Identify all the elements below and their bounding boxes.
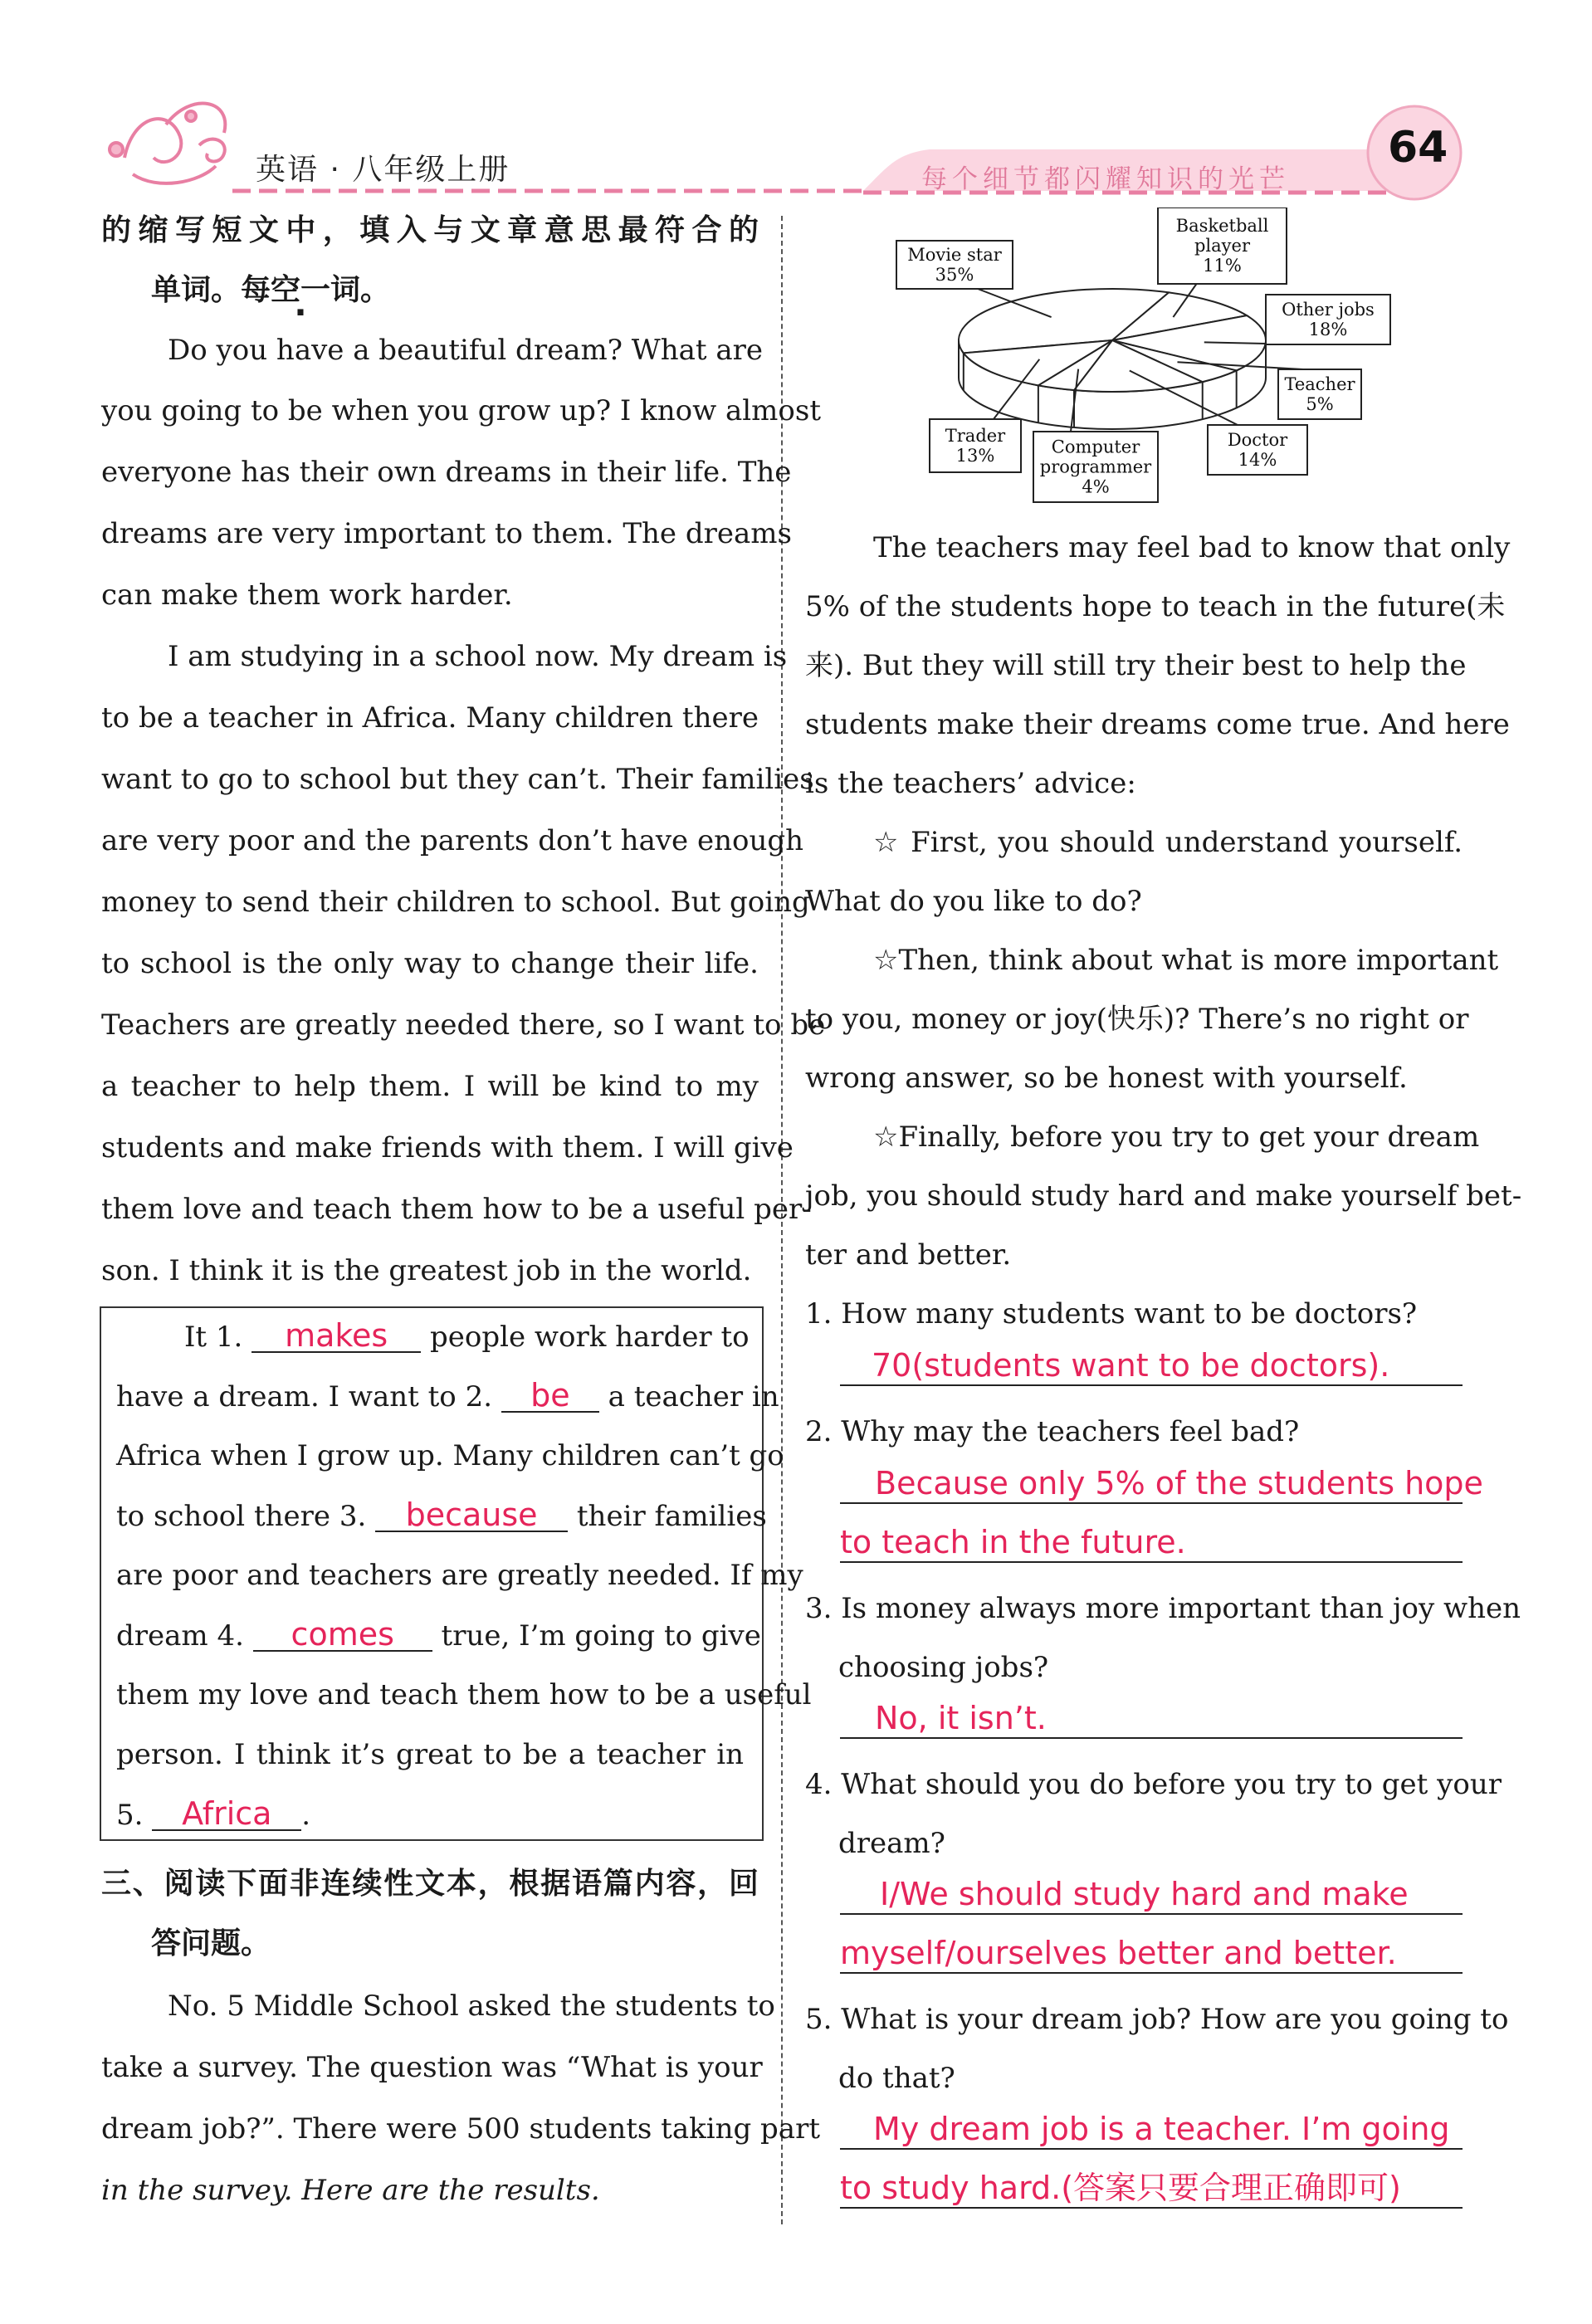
summary-line-5: are poor and teachers are greatly needed. If my bbox=[116, 1559, 803, 1592]
summary-line-4 bbox=[116, 1496, 767, 1533]
floral-ornament-icon bbox=[110, 104, 225, 183]
page-number: 64 bbox=[1388, 123, 1448, 173]
advice-line: to you, money or joy(快乐)? There’s no right or bbox=[805, 1003, 1469, 1036]
passage-line: a teacher to help them. I will be kind to my bbox=[101, 1070, 759, 1103]
slice-value-label: 13% bbox=[955, 446, 995, 466]
passage-line: you going to be when you grow up? I know almost bbox=[101, 394, 821, 427]
question-3-cont: choosing jobs? bbox=[838, 1651, 1049, 1684]
advice-line: ☆Finally, before you try to get your dream bbox=[873, 1120, 1480, 1154]
answer-blank-2[interactable]: be bbox=[501, 1379, 599, 1413]
slice-category-label: Basketball bbox=[1175, 216, 1269, 236]
passage-line: I am studying in a school now. My dream is bbox=[168, 640, 788, 673]
book-title: 英语 · 八年级上册 bbox=[256, 153, 510, 187]
advice-line: ☆ First, you should understand yourself. bbox=[873, 826, 1463, 859]
summary-text: people work harder to bbox=[429, 1321, 750, 1354]
summary-text: . bbox=[301, 1799, 311, 1832]
question-5-cont: do that? bbox=[838, 2062, 955, 2095]
passage-line: everyone has their own dreams in their life. The bbox=[101, 456, 792, 489]
passage-line: son. I think it is the greatest job in the world. bbox=[101, 1254, 752, 1287]
advice-line: students make their dreams come true. And here bbox=[805, 708, 1510, 741]
advice-line: job, you should study hard and make yourself bet- bbox=[805, 1179, 1522, 1213]
answer-5-line-2[interactable]: to study hard.(答案只要合理正确即可) bbox=[840, 2169, 1463, 2209]
dream-job-pie-chart bbox=[880, 208, 1394, 506]
question-4-cont: dream? bbox=[838, 1827, 945, 1860]
instruction-line-2 bbox=[151, 274, 390, 307]
answer-3[interactable]: No, it isn’t. bbox=[840, 1699, 1463, 1739]
slice-value-label: 5% bbox=[1306, 394, 1334, 414]
passage-line: money to send their children to school. But going bbox=[101, 886, 810, 919]
advice-line: The teachers may feel bad to know that only bbox=[873, 531, 1511, 564]
slice-value-label: 4% bbox=[1082, 476, 1110, 497]
passage-line: are very poor and the parents don’t have enough bbox=[101, 824, 804, 857]
slice-category-label: Trader bbox=[945, 426, 1006, 446]
summary-text: true, I’m going to give bbox=[441, 1619, 761, 1653]
answer-blank-3[interactable]: because bbox=[375, 1499, 568, 1532]
pie-layer bbox=[959, 289, 1266, 429]
answer-4-line-1[interactable]: I/We should study hard and make bbox=[840, 1875, 1463, 1915]
passage-line: dreams are very important to them. The dreams bbox=[101, 517, 792, 550]
slice-value-label: 14% bbox=[1238, 450, 1277, 470]
answer-4-line-2[interactable]: myself/ourselves better and better. bbox=[840, 1934, 1463, 1974]
summary-line-3: Africa when I grow up. Many children can’t go bbox=[116, 1439, 784, 1472]
emphasized-text: 每空一词 bbox=[241, 273, 361, 307]
summary-text: have a dream. I want to 2. bbox=[116, 1380, 493, 1413]
answer-blank-1[interactable]: makes bbox=[251, 1320, 421, 1353]
slice-value-label: 35% bbox=[935, 265, 974, 285]
instruction-end: 。 bbox=[360, 273, 391, 307]
answer-1[interactable]: 70(students want to be doctors). bbox=[840, 1346, 1463, 1386]
question-4: 4. What should you do before you try to get your bbox=[805, 1768, 1502, 1801]
advice-line: 来). But they will still try their best to help the bbox=[805, 649, 1467, 682]
advice-line: 5% of the students hope to teach in the future(未 bbox=[805, 590, 1506, 623]
summary-text: dream 4. bbox=[116, 1619, 244, 1653]
advice-line: What do you like to do? bbox=[805, 885, 1142, 918]
question-2: 2. Why may the teachers feel bad? bbox=[805, 1415, 1300, 1448]
section-3-heading-cont: 答问题。 bbox=[151, 1926, 271, 1960]
summary-line-8: person. I think it’s great to be a teacher in bbox=[116, 1738, 744, 1771]
slice-category-label: Computer bbox=[1051, 437, 1140, 457]
passage-line: them love and teach them how to be a useful per- bbox=[101, 1193, 812, 1226]
question-1: 1. How many students want to be doctors? bbox=[805, 1297, 1418, 1330]
slice-category-label: Doctor bbox=[1227, 430, 1288, 450]
passage-line: can make them work harder. bbox=[101, 579, 513, 612]
answer-2-line-2[interactable]: to teach in the future. bbox=[840, 1523, 1463, 1563]
slice-value-label: 18% bbox=[1308, 320, 1348, 339]
passage-line: Do you have a beautiful dream? What are bbox=[168, 334, 763, 367]
slice-category-label: programmer bbox=[1039, 456, 1152, 477]
slice-value-label: 11% bbox=[1203, 256, 1242, 276]
slice-category-label: Movie star bbox=[907, 245, 1002, 265]
passage-line: want to go to school but they can’t. Their families bbox=[101, 763, 814, 796]
summary-line-2 bbox=[116, 1379, 779, 1413]
summary-line-1 bbox=[184, 1317, 750, 1354]
advice-line: is the teachers’ advice: bbox=[805, 767, 1136, 800]
survey-line: No. 5 Middle School asked the students to bbox=[168, 1990, 775, 2023]
summary-line-9 bbox=[116, 1795, 311, 1832]
slice-category-label: Teacher bbox=[1284, 374, 1355, 394]
answer-blank-5[interactable]: Africa bbox=[152, 1798, 301, 1831]
passage-line: to school is the only way to change their life. bbox=[101, 947, 759, 980]
summary-line-6 bbox=[116, 1618, 761, 1653]
answer-5-line-1[interactable]: My dream job is a teacher. I’m going bbox=[840, 2110, 1463, 2150]
header-decoration bbox=[0, 0, 1592, 208]
summary-text: to school there 3. bbox=[116, 1500, 367, 1533]
advice-line: wrong answer, so be honest with yourself. bbox=[805, 1062, 1408, 1095]
passage-line: students and make friends with them. I will give bbox=[101, 1131, 794, 1164]
summary-line-7: them my love and teach them how to be a useful bbox=[116, 1678, 812, 1711]
instruction-line-1: 的缩写短文中，填入与文章意思最符合的 bbox=[101, 213, 759, 247]
slice-category-label: Other jobs bbox=[1282, 300, 1375, 320]
survey-line: dream job?”. There were 500 students taking part bbox=[101, 2112, 820, 2146]
advice-line: ☆Then, think about what is more important bbox=[873, 944, 1499, 977]
instruction-text: 单词。 bbox=[151, 273, 242, 307]
question-5: 5. What is your dream job? How are you going to bbox=[805, 2003, 1509, 2036]
summary-text: their families bbox=[576, 1500, 767, 1533]
summary-text: It 1. bbox=[184, 1321, 243, 1354]
advice-line: ter and better. bbox=[805, 1238, 1012, 1272]
passage-line: to be a teacher in Africa. Many children there bbox=[101, 701, 759, 735]
header-motto: 每个细节都闪耀知识的光芒 bbox=[921, 164, 1290, 194]
slice-category-label: player bbox=[1194, 236, 1251, 256]
survey-line: in the survey. Here are the results. bbox=[101, 2174, 600, 2207]
summary-text: 5. bbox=[116, 1799, 144, 1832]
survey-line: take a survey. The question was “What is your bbox=[101, 2051, 763, 2084]
section-3-heading: 三、阅读下面非连续性文本，根据语篇内容，回 bbox=[101, 1867, 759, 1901]
question-3: 3. Is money always more important than joy when bbox=[805, 1592, 1521, 1625]
answer-2-line-1[interactable]: Because only 5% of the students hope bbox=[840, 1464, 1463, 1504]
answer-blank-4[interactable]: comes bbox=[253, 1618, 432, 1652]
summary-text: a teacher in bbox=[608, 1380, 779, 1413]
passage-line: Teachers are greatly needed there, so I want to be bbox=[101, 1008, 826, 1042]
